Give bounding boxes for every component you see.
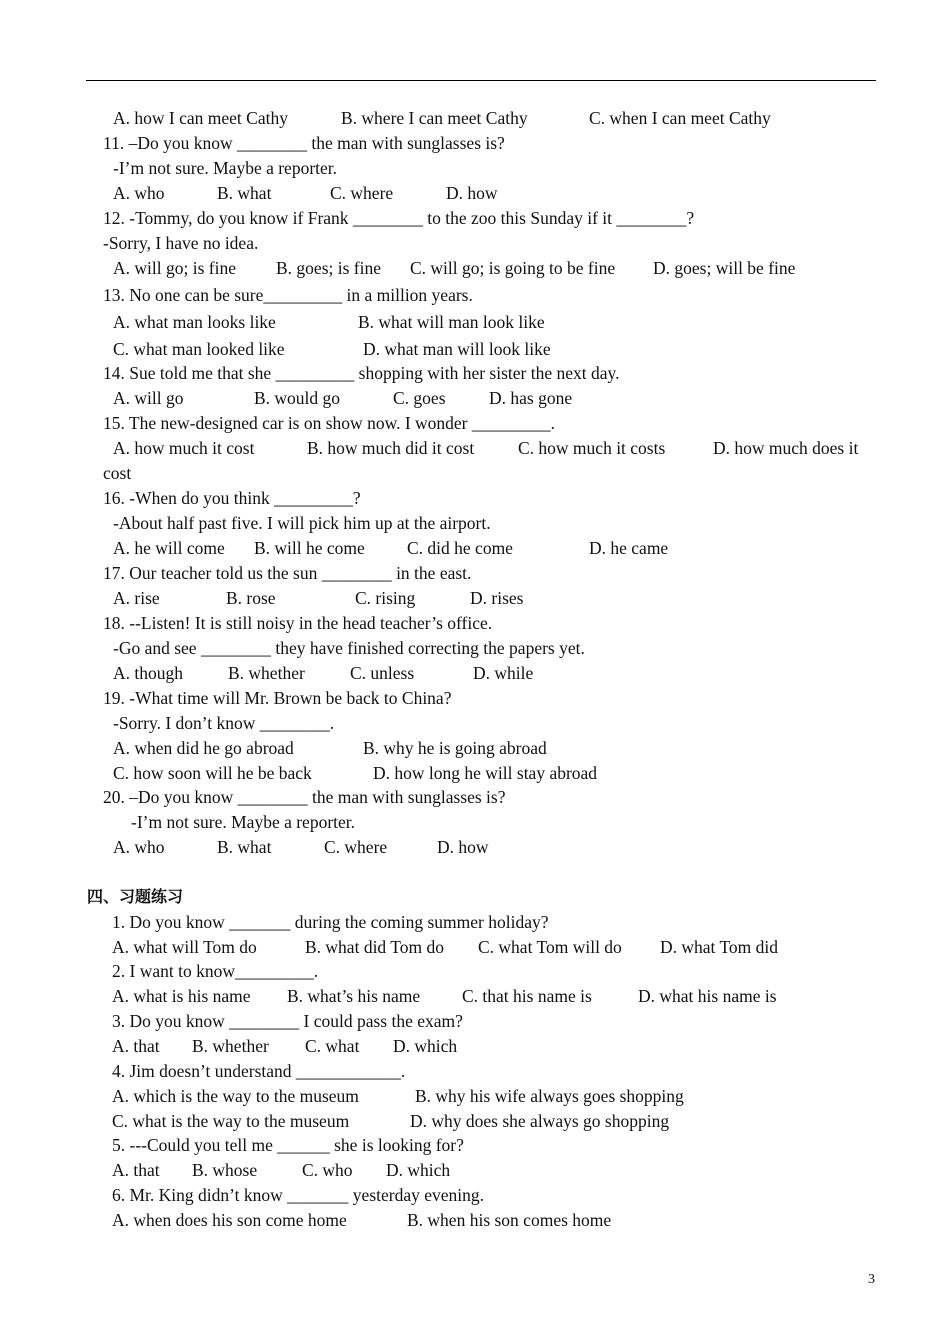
q14-stem: 14. Sue told me that she _________ shopping with her sister the next day. bbox=[103, 363, 620, 383]
s4-q1-option-a: A. what will Tom do bbox=[112, 937, 257, 957]
s4-q4-option-d: D. why does she always go shopping bbox=[410, 1111, 670, 1131]
s4-q3-stem: 3. Do you know ________ I could pass the exam? bbox=[112, 1011, 463, 1031]
q18-option-b: B. whether bbox=[228, 663, 305, 683]
q19-option-a: A. when did he go abroad bbox=[113, 738, 294, 758]
q10-option-b: B. where I can meet Cathy bbox=[341, 108, 528, 128]
q11-reply: -I’m not sure. Maybe a reporter. bbox=[113, 158, 338, 178]
q17-option-a: A. rise bbox=[113, 588, 160, 608]
s4-q1-stem: 1. Do you know _______ during the coming summer holiday? bbox=[112, 912, 549, 932]
s4-q4-option-c: C. what is the way to the museum bbox=[112, 1111, 350, 1131]
q14-option-d: D. has gone bbox=[489, 388, 573, 408]
q17-option-b: B. rose bbox=[226, 588, 276, 608]
q20-option-b: B. what bbox=[217, 837, 272, 857]
s4-q3-option-a: A. that bbox=[112, 1036, 160, 1056]
s4-q3-option-b: B. whether bbox=[192, 1036, 269, 1056]
q19-option-b: B. why he is going abroad bbox=[363, 738, 547, 758]
header-rule bbox=[86, 80, 876, 81]
q15-option-b: B. how much did it cost bbox=[307, 438, 475, 458]
s4-q2-option-d: D. what his name is bbox=[638, 986, 777, 1006]
s4-q2-option-b: B. what’s his name bbox=[287, 986, 421, 1006]
s4-q4-stem: 4. Jim doesn’t understand ____________. bbox=[112, 1061, 406, 1081]
q10-option-c: C. when I can meet Cathy bbox=[589, 108, 771, 128]
q20-option-a: A. who bbox=[113, 837, 165, 857]
q14-option-c: C. goes bbox=[393, 388, 446, 408]
q12-option-a: A. will go; is fine bbox=[113, 258, 236, 278]
page-number: 3 bbox=[868, 1272, 875, 1287]
s4-q4-option-a: A. which is the way to the museum bbox=[112, 1086, 359, 1106]
q11-stem: 11. –Do you know ________ the man with sunglasses is? bbox=[103, 133, 505, 153]
q11-option-b: B. what bbox=[217, 183, 272, 203]
q15-option-c: C. how much it costs bbox=[518, 438, 666, 458]
q13-stem: 13. No one can be sure_________ in a million years. bbox=[103, 285, 473, 305]
q15-option-d-wrap: cost bbox=[103, 463, 132, 483]
q10-option-a: A. how I can meet Cathy bbox=[113, 108, 288, 128]
q12-option-b: B. goes; is fine bbox=[276, 258, 381, 278]
s4-q2-option-a: A. what is his name bbox=[112, 986, 251, 1006]
s4-q5-option-b: B. whose bbox=[192, 1160, 258, 1180]
q14-option-b: B. would go bbox=[254, 388, 341, 408]
q13-option-a: A. what man looks like bbox=[113, 312, 276, 332]
q17-option-c: C. rising bbox=[355, 588, 416, 608]
q16-option-d: D. he came bbox=[589, 538, 669, 558]
s4-q2-stem: 2. I want to know_________. bbox=[112, 961, 319, 981]
q18-option-a: A. though bbox=[113, 663, 183, 683]
q17-stem: 17. Our teacher told us the sun ________ in the east. bbox=[103, 563, 472, 583]
q20-option-c: C. where bbox=[324, 837, 388, 857]
q12-stem: 12. -Tommy, do you know if Frank ________ to the zoo this Sunday if it ________? bbox=[103, 208, 695, 228]
q19-option-c: C. how soon will he be back bbox=[113, 763, 312, 783]
q12-option-d: D. goes; will be fine bbox=[653, 258, 796, 278]
s4-q3-option-d: D. which bbox=[393, 1036, 458, 1056]
q15-option-d: D. how much does it bbox=[713, 438, 859, 458]
s4-q2-option-c: C. that his name is bbox=[462, 986, 592, 1006]
q20-reply: -I’m not sure. Maybe a reporter. bbox=[131, 812, 356, 832]
q11-option-a: A. who bbox=[113, 183, 165, 203]
q16-option-a: A. he will come bbox=[113, 538, 225, 558]
s4-q3-option-c: C. what bbox=[305, 1036, 360, 1056]
q16-option-b: B. will he come bbox=[254, 538, 365, 558]
q19-stem: 19. -What time will Mr. Brown be back to China? bbox=[103, 688, 452, 708]
q13-option-d: D. what man will look like bbox=[363, 339, 551, 359]
s4-q1-option-c: C. what Tom will do bbox=[478, 937, 622, 957]
q16-option-c: C. did he come bbox=[407, 538, 513, 558]
s4-q1-option-d: D. what Tom did bbox=[660, 937, 779, 957]
section4-heading: 四、习题练习 bbox=[87, 887, 184, 906]
q18-reply: -Go and see ________ they have finished correcting the papers yet. bbox=[113, 638, 585, 658]
q17-option-d: D. rises bbox=[470, 588, 524, 608]
q18-stem: 18. --Listen! It is still noisy in the head teacher’s office. bbox=[103, 613, 493, 633]
s4-q5-option-d: D. which bbox=[386, 1160, 451, 1180]
s4-q6-option-a: A. when does his son come home bbox=[112, 1210, 347, 1230]
q15-stem: 15. The new-designed car is on show now. I wonder _________. bbox=[103, 413, 556, 433]
s4-q5-option-a: A. that bbox=[112, 1160, 160, 1180]
s4-q4-option-b: B. why his wife always goes shopping bbox=[415, 1086, 684, 1106]
q12-option-c: C. will go; is going to be fine bbox=[410, 258, 616, 278]
q19-reply: -Sorry. I don’t know ________. bbox=[113, 713, 335, 733]
q18-option-c: C. unless bbox=[350, 663, 415, 683]
q16-stem: 16. -When do you think _________? bbox=[103, 488, 361, 508]
s4-q6-option-b: B. when his son comes home bbox=[407, 1210, 612, 1230]
q11-option-d: D. how bbox=[446, 183, 498, 203]
q13-option-c: C. what man looked like bbox=[113, 339, 285, 359]
q18-option-d: D. while bbox=[473, 663, 534, 683]
q11-option-c: C. where bbox=[330, 183, 394, 203]
q16-reply: -About half past five. I will pick him up at the airport. bbox=[113, 513, 491, 533]
q20-option-d: D. how bbox=[437, 837, 489, 857]
s4-q5-option-c: C. who bbox=[302, 1160, 353, 1180]
s4-q5-stem: 5. ---Could you tell me ______ she is looking for? bbox=[112, 1135, 464, 1155]
s4-q1-option-b: B. what did Tom do bbox=[305, 937, 444, 957]
q15-option-a: A. how much it cost bbox=[113, 438, 255, 458]
q14-option-a: A. will go bbox=[113, 388, 184, 408]
q12-reply: -Sorry, I have no idea. bbox=[103, 233, 259, 253]
q13-option-b: B. what will man look like bbox=[358, 312, 545, 332]
q20-stem: 20. –Do you know ________ the man with sunglasses is? bbox=[103, 787, 506, 807]
s4-q6-stem: 6. Mr. King didn’t know _______ yesterday evening. bbox=[112, 1185, 484, 1205]
q19-option-d: D. how long he will stay abroad bbox=[373, 763, 598, 783]
